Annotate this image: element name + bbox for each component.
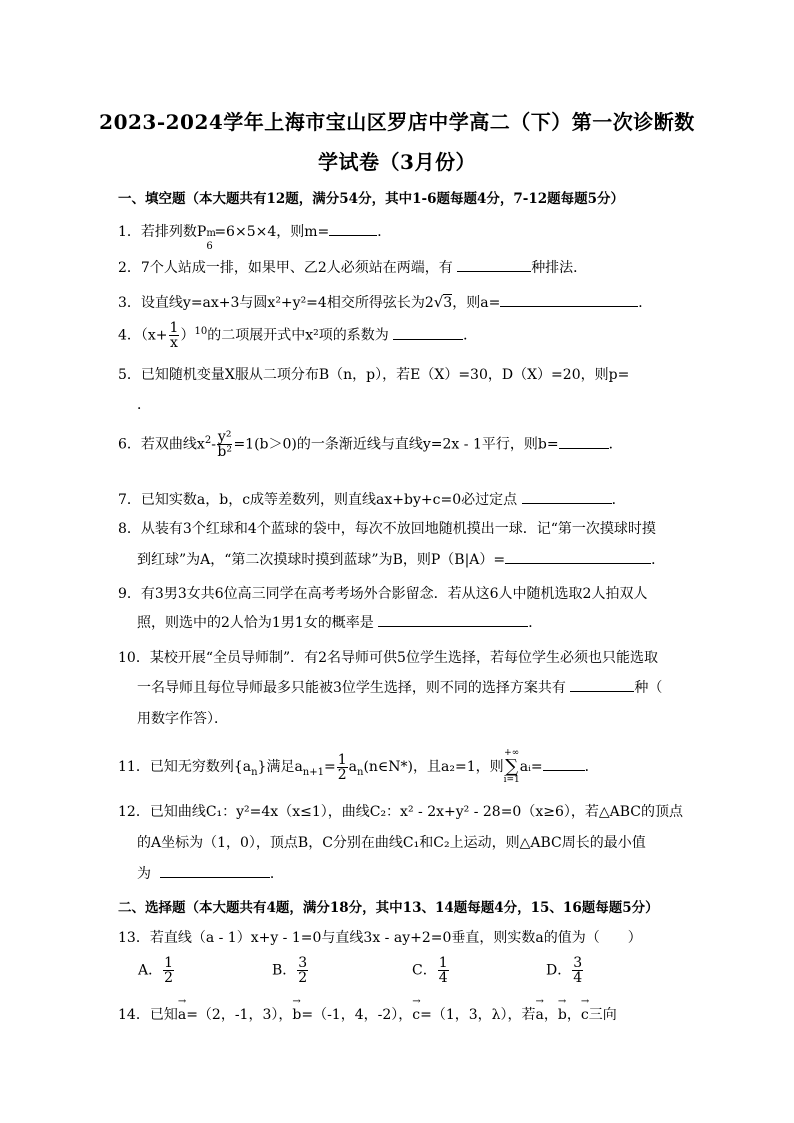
q13-option-a[interactable] — [138, 956, 175, 985]
q1-answer-blank[interactable] — [329, 221, 377, 236]
question-12-line2: 的A坐标为（1，0），顶点B，C分别在曲线C₁和C₂上运动，则△ABC周长的最小值 — [137, 835, 646, 851]
q13-option-d-den: 4 — [573, 970, 583, 986]
question-9-line2 — [137, 612, 542, 632]
q6-fraction — [217, 430, 233, 459]
q2-answer-blank[interactable] — [457, 257, 531, 272]
q13-option-b-num: 3 — [298, 955, 308, 971]
q3-end: ． — [638, 295, 653, 311]
q11-numerator: 1 — [337, 751, 347, 768]
section1-heading: 一、填空题（本大题共有12题，满分54分，其中1-6题每题4分，7-12题每题5分） — [118, 191, 625, 207]
question-9: 9．有3男3女共6位高三同学在高考考场外合影留念．若从这6人中随机选取2人拍双人 — [118, 586, 648, 602]
q14-text: 14．已知 — [118, 1007, 178, 1023]
exam-title-line2: 学试卷（3月份） — [318, 150, 476, 174]
q11-mid: }满足a — [257, 759, 303, 775]
q7-end: ． — [611, 492, 626, 508]
q1-tail: =6×5×4，则m= — [214, 224, 330, 240]
q14-tail: 三向 — [588, 1007, 617, 1023]
q11-denominator: 2 — [337, 766, 347, 783]
q3-text: 3．设直线y=ax+3与圆x²+y²=4相交所得弦长为2 — [118, 295, 434, 311]
q14-vector-c: → c — [412, 1007, 420, 1023]
question-12: 12．已知曲线C₁：y²=4x（x≤1），曲线C₂：x² - 2x+y² - 28=0（x≥6），若△ABC的顶点 — [118, 804, 683, 820]
q13-option-a-den: 2 — [164, 970, 174, 986]
q4-answer-blank[interactable] — [393, 325, 463, 340]
question-12-line3 — [137, 863, 284, 883]
q11-sum-symbol: +∞ ∑ i=1 — [503, 748, 520, 785]
question-10: 10．某校开展“全员导师制”．有2名导师可供5位学生选择，若每位学生必须也只能选取 — [118, 650, 658, 666]
q13-option-c-num: 1 — [438, 955, 448, 971]
q8-line2-text: 到红球”为A，“第二次摸球时摸到蓝球”为B，则P（B|A）= — [137, 552, 506, 568]
q10-answer-blank[interactable] — [570, 677, 634, 692]
q11-sub3: n — [357, 766, 364, 778]
q3-tail: ，则a= — [452, 295, 501, 311]
q11-mid2: a — [348, 759, 357, 775]
q7-text: 7．已知实数a，b，c成等差数列，则直线ax+by+c=0必过定点 — [118, 492, 518, 508]
q14-vector-c-ref: → c — [581, 1007, 589, 1023]
question-14: 14．已知→ a=（2，-1，3），→ b=（-1，4，-2），→ c=（1，3，λ），若→ a，→ b，→ c三向 — [118, 1004, 617, 1024]
question-8-line2 — [137, 549, 665, 569]
q11-sub: n — [251, 766, 258, 778]
q14-vector-b-value: =（-1，4，-2）， — [301, 1007, 413, 1023]
q14-vector-a: → a — [178, 1007, 186, 1023]
q9-end: ． — [528, 615, 543, 631]
q6-end: ． — [608, 436, 623, 453]
q4-tail: 的二项展开式中x²项的系数为 — [207, 327, 389, 344]
question-11 — [118, 749, 599, 785]
q13-option-c-den: 4 — [438, 970, 448, 986]
q6-minus: - — [211, 436, 216, 453]
question-7 — [118, 489, 626, 509]
q13-option-b[interactable] — [272, 956, 309, 985]
q6-exp: 2 — [204, 434, 212, 446]
q9-line2-text: 照，则选中的2人恰为1男1女的概率是 — [137, 615, 374, 631]
q13-option-a-num: 1 — [164, 955, 174, 971]
q14-vector-a-ref: → a — [536, 1007, 544, 1023]
question-5-line2: ． — [137, 397, 151, 413]
q14-vector-a-value: =（2，-1，3）， — [186, 1007, 293, 1023]
q13-option-d-label: D． — [546, 962, 572, 979]
q1-text: 1．若排列数P — [118, 224, 207, 240]
question-10-line2 — [137, 677, 662, 697]
q11-fraction — [337, 753, 348, 782]
q13-option-d[interactable] — [546, 956, 584, 985]
q12-answer-blank[interactable] — [160, 863, 270, 878]
section2-heading: 二、选择题（本大题共有4题，满分18分，其中13、14题每题4分，15、16题每题5分） — [118, 900, 659, 916]
q4-end: ． — [463, 327, 478, 344]
q13-option-b-label: B． — [272, 962, 297, 979]
q3-answer-blank[interactable] — [500, 292, 638, 307]
q1-sup: m — [206, 228, 216, 239]
q6-tail: =1(b＞0)的一条渐近线与直线y=2x - 1平行，则b= — [233, 436, 559, 453]
question-5: 5．已知随机变量X服从二项分布B（n，p），若E（X）=30，D（X）=20，则p= — [118, 367, 630, 383]
q11-tail: aᵢ= — [519, 759, 543, 775]
q13-option-a-fraction — [163, 956, 174, 985]
q14-vector-b-ref: → b — [558, 1007, 567, 1023]
q9-answer-blank[interactable] — [378, 612, 528, 627]
q13-option-b-fraction — [297, 956, 308, 985]
question-10-line3: 用数字作答）． — [137, 711, 228, 727]
q6-answer-blank[interactable] — [559, 434, 609, 449]
q4-denominator: x — [170, 335, 178, 351]
question-6 — [118, 430, 623, 459]
q11-end: ． — [584, 759, 599, 775]
q10-line2-end: 种（ — [634, 680, 663, 696]
question-1 — [118, 221, 392, 252]
q12-line3-text: 为 — [137, 866, 151, 882]
q13-option-d-fraction — [572, 956, 583, 985]
question-8: 8．从装有3个红球和4个蓝球的袋中，每次不放回地随机摸出一球．记“第一次摸球时摸 — [118, 521, 656, 537]
q4-fraction — [169, 321, 180, 350]
q11-text: 11．已知无穷数列{a — [118, 759, 252, 775]
q1-sub: 6 — [206, 241, 213, 252]
q4-text: 4．（x+ — [118, 327, 168, 344]
q13-option-a-label: A． — [138, 962, 163, 979]
q4-numerator: 1 — [169, 320, 179, 336]
question-3: 3．设直线y=ax+3与圆x²+y²=4相交所得弦长为2√3，则a= ． — [118, 293, 653, 311]
q13-option-c-label: C． — [412, 962, 437, 979]
q2-text: 2．7个人站成一排，如果甲、乙2人必须站在两端，有 — [118, 260, 453, 276]
q2-end: 种排法． — [531, 260, 588, 276]
q11-answer-blank[interactable] — [543, 756, 585, 771]
q6-text: 6．若双曲线x — [118, 436, 205, 453]
exam-title-line1: 2023-2024学年上海市宝山区罗店中学高二（下）第一次诊断数 — [99, 110, 695, 134]
q6-numerator: y² — [217, 429, 232, 445]
q13-option-b-den: 2 — [298, 970, 308, 986]
q14-vector-c-value: =（1，3，λ），若 — [420, 1007, 536, 1023]
question-13: 13．若直线（a - 1）x+y - 1=0与直线3x - ay+2=0垂直，则实数a的值为（ ） — [118, 930, 642, 946]
q13-option-d-num: 3 — [573, 955, 583, 971]
q12-end: ． — [269, 866, 284, 882]
q11-sum-top: +∞ — [504, 748, 520, 758]
q1-end: ． — [377, 224, 392, 240]
q11-eq: = — [323, 759, 336, 775]
question-4: 4．（x+ $\frac{1}{x}$ ）$^{10}$的二项展开式中x²项的系数为 ． — [118, 320, 478, 351]
q11-cond: (n∈N*)，且a₂=1，则 — [363, 759, 504, 775]
q4-exponent: 10 — [194, 325, 208, 337]
question-2 — [118, 257, 587, 277]
q7-answer-blank[interactable] — [522, 489, 612, 504]
q8-answer-blank[interactable] — [505, 549, 651, 564]
q8-end: ． — [651, 552, 666, 568]
q10-line2-text: 一名导师且每位导师最多只能被3位学生选择，则不同的选择方案共有 — [137, 680, 566, 696]
q11-sum-bottom: i=1 — [503, 775, 520, 785]
q3-root: 3 — [443, 295, 453, 311]
q11-sub2: n+1 — [302, 766, 324, 778]
q13-option-c-fraction — [438, 956, 449, 985]
q6-denominator: b² — [217, 444, 232, 460]
q14-vector-b: → b — [292, 1007, 301, 1023]
q13-option-c[interactable] — [412, 956, 450, 985]
